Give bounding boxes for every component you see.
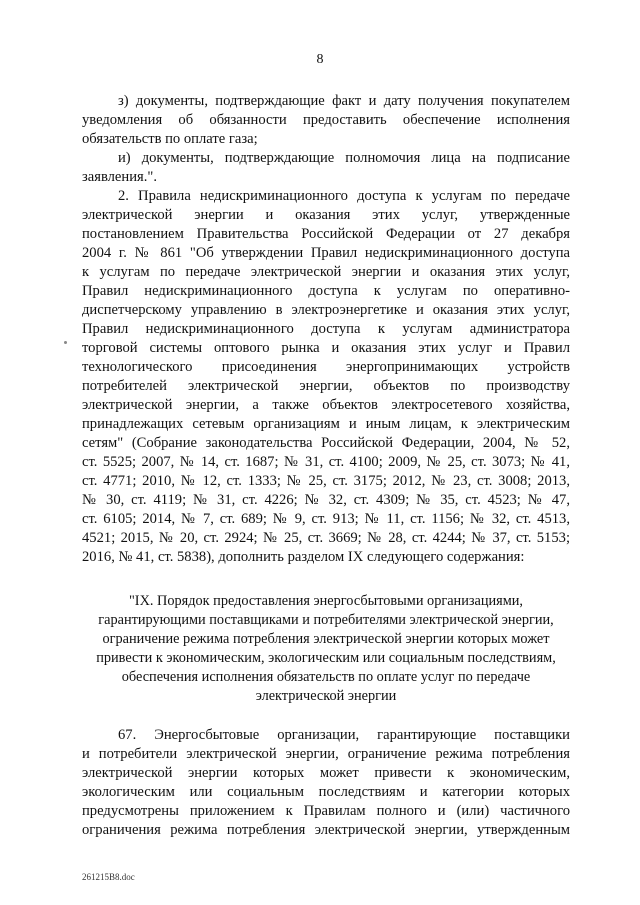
text-line: 4521; 2015, № 20, ст. 2924; № 25, ст. 3669; № 28, ст. 4244; № 37, ст. 5153;	[82, 530, 570, 546]
text-line: ст. 4771; 2010, № 12, ст. 1333; № 25, ст. 3175; 2012, № 23, ст. 3008; 2013,	[82, 473, 570, 489]
text-line: экологическим или социальным последствиям и категории которых	[82, 784, 570, 800]
text-line: торговой системы оптового рынка и оказания этих услуг и Правил	[82, 340, 570, 356]
text-line: принадлежащих сетевым организациям и иным лицам, к электрическим	[82, 416, 570, 432]
text-line: 67. Энергосбытовые организации, гарантирующие поставщики	[118, 727, 570, 743]
text-line: к услугам по передаче электрической энергии и оказания этих услуг,	[82, 264, 570, 280]
text-line: 2. Правила недискриминационного доступа к услугам по передаче	[118, 188, 570, 204]
text-line: электрической энергии которых может привести к экономическим,	[82, 765, 570, 781]
text-line: № 30, ст. 4119; № 31, ст. 4226; № 32, ст. 4309; № 35, ст. 4523; № 47,	[82, 492, 570, 508]
text-line: электрической энергии и оказания этих услуг, утвержденные	[82, 207, 570, 223]
section-heading-line: ограничение режима потребления электрической энергии которых может	[102, 631, 550, 647]
section-heading-line: "IX. Порядок предоставления энергосбытовыми организациями,	[128, 593, 524, 609]
page-number: 8	[316, 52, 324, 67]
text-line: заявления.".	[82, 169, 157, 185]
text-line: 2016, № 41, ст. 5838), дополнить разделом IX следующего содержания:	[82, 549, 525, 565]
text-line: постановлением Правительства Российской Федерации от 27 декабря	[82, 226, 570, 242]
text-line: технологического присоединения энергопринимающих устройств	[82, 359, 570, 375]
section-heading-line: гарантирующими поставщиками и потребителями электрической энергии,	[98, 612, 554, 628]
margin-mark	[64, 341, 67, 344]
text-line: и потребители электрической энергии, ограничение режима потребления	[82, 746, 570, 762]
text-line: Правил недискриминационного доступа к услугам по оперативно-	[82, 283, 570, 299]
text-line: Правил недискриминационного доступа к услугам администратора	[82, 321, 570, 337]
text-line: и) документы, подтверждающие полномочия лица на подписание	[118, 150, 570, 166]
text-line: сетям" (Собрание законодательства Российской Федерации, 2004, № 52,	[82, 435, 570, 451]
text-line: з) документы, подтверждающие факт и дату получения покупателем	[118, 93, 570, 109]
text-line: ст. 5525; 2007, № 14, ст. 1687; № 31, ст. 4100; 2009, № 25, ст. 3073; № 41,	[82, 454, 570, 470]
text-line: предусмотрены приложением к Правилам полного и (или) частичного	[82, 803, 570, 819]
text-line: ограничения режима потребления электрической энергии, утвержденным	[82, 822, 570, 838]
text-line: уведомления об обязанности предоставить обеспечение исполнения	[82, 112, 570, 128]
text-line: электрической энергии, а также объектов электросетевого хозяйства,	[82, 397, 570, 413]
section-heading-line: электрической энергии	[255, 688, 397, 704]
text-line: обязательств по оплате газа;	[82, 131, 258, 147]
text-line: 2004 г. № 861 "Об утверждении Правил недискриминационного доступа	[82, 245, 570, 261]
text-line: диспетчерскому управлению в электроэнергетике и оказания этих услуг,	[82, 302, 570, 318]
section-heading-line: привести к экономическим, экологическим или социальным последствиям,	[96, 650, 556, 666]
text-line: ст. 6105; 2014, № 7, ст. 689; № 9, ст. 913; № 11, ст. 1156; № 32, ст. 4513,	[82, 511, 570, 527]
section-heading-line: обеспечения исполнения обязательств по оплате услуг по передаче	[121, 669, 531, 685]
text-line: потребителей электрической энергии, объектов по производству	[82, 378, 570, 394]
footer-file-code: 261215B8.doc	[82, 872, 135, 882]
